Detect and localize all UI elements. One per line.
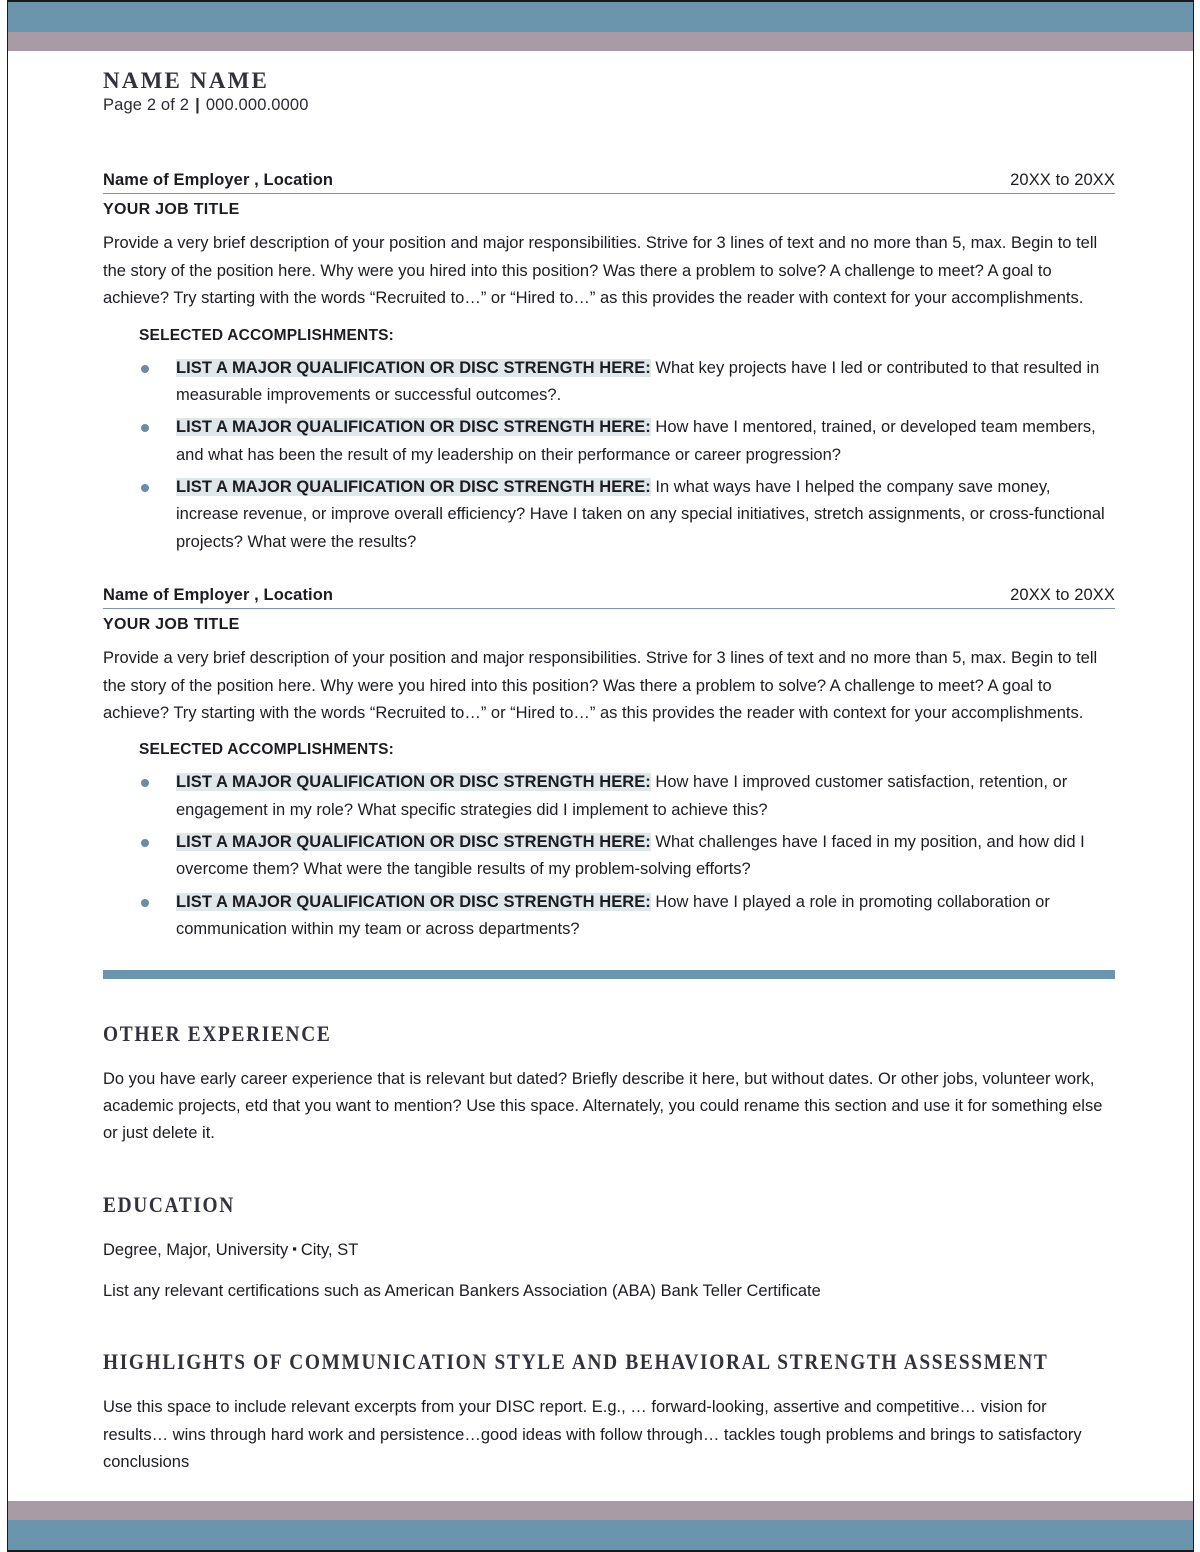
resume-page xyxy=(7,0,1194,1552)
qualification-lead: LIST A MAJOR QUALIFICATION OR DISC STRENGTH HERE: xyxy=(176,358,651,377)
list-item xyxy=(139,769,1115,824)
qualification-lead: LIST A MAJOR QUALIFICATION OR DISC STRENGTH HERE: xyxy=(176,833,651,852)
bullet-dot-icon xyxy=(141,779,149,787)
list-item xyxy=(139,829,1115,884)
list-item xyxy=(139,889,1115,944)
qualification-text: How have I improved customer satisfaction, retention, or engagement in my role? What specific strategies did I implement to achieve this? xyxy=(176,773,1068,819)
header-subline xyxy=(103,96,1115,115)
qualification-text: How have I mentored, trained, or developed team members, and what has been the result of my leadership on their performance or career progression? xyxy=(176,418,1096,464)
highlights-section xyxy=(103,1349,1115,1476)
bullet-dot-icon xyxy=(141,365,149,373)
list-item xyxy=(139,474,1115,556)
qualification-lead: LIST A MAJOR QUALIFICATION OR DISC STRENGTH HERE: xyxy=(176,773,651,792)
education-degree-line xyxy=(103,1237,1115,1264)
bullet-dot-icon xyxy=(141,424,149,432)
section-heading-other-experience: OTHER EXPERIENCE xyxy=(103,1020,332,1046)
employment-dates: 20XX to 20XX xyxy=(1010,586,1115,605)
employer-row xyxy=(103,586,1115,609)
employment-dates: 20XX to 20XX xyxy=(1010,171,1115,190)
qualification-lead: LIST A MAJOR QUALIFICATION OR DISC STRENGTH HERE: xyxy=(176,892,651,911)
page-number-label: Page 2 of 2 xyxy=(103,96,190,115)
degree-location: City, ST xyxy=(300,1240,359,1259)
education-section xyxy=(103,1192,1115,1306)
resume-header xyxy=(103,68,1115,115)
top-mauve-banner-bar xyxy=(8,32,1193,51)
qualification-text: What key projects have I led or contributed to that resulted in measurable improvements or successful outcomes?. xyxy=(176,358,1100,404)
header-separator: | xyxy=(195,96,200,115)
accomplishments-list xyxy=(139,355,1115,557)
accomplishments-list xyxy=(139,769,1115,943)
qualification-lead: LIST A MAJOR QUALIFICATION OR DISC STRENGTH HERE: xyxy=(176,418,651,437)
employer-name: Name of Employer , Location xyxy=(103,586,334,605)
qualification-text: In what ways have I helped the company save money, increase revenue, or improve overall efficiency? Have I taken on any special initiatives, stretch assignments, or cross-functional projects? What were the results? xyxy=(176,478,1105,551)
list-item xyxy=(139,355,1115,410)
job-entry xyxy=(103,586,1115,943)
bottom-mauve-banner-bar xyxy=(8,1501,1193,1520)
list-item xyxy=(139,414,1115,469)
accomplishments-label: SELECTED ACCOMPLISHMENTS: xyxy=(139,741,395,759)
bullet-dot-icon xyxy=(141,899,149,907)
job-entry xyxy=(103,171,1115,556)
job-title: YOUR JOB TITLE xyxy=(103,201,240,219)
qualification-lead: LIST A MAJOR QUALIFICATION OR DISC STRENGTH HERE: xyxy=(176,478,651,497)
square-bullet-icon: ▪ xyxy=(292,1240,297,1256)
accomplishments-label: SELECTED ACCOMPLISHMENTS: xyxy=(139,326,395,344)
bottom-blue-banner-bar xyxy=(8,1520,1193,1550)
section-divider-bar xyxy=(103,970,1115,979)
other-experience-section xyxy=(103,1021,1115,1148)
page-title: NAME NAME xyxy=(103,68,270,93)
top-blue-banner-bar xyxy=(8,2,1193,32)
other-experience-body: Do you have early career experience that is relevant but dated? Briefly describe it here, but without dates. Or other jobs, volunteer work, academic projects, etd that you want to mention? Use this space. Alternately, you could rename this section and use it for something else or just delete it. xyxy=(103,1069,1103,1143)
resume-content xyxy=(103,68,1115,1477)
qualification-text: What challenges have I faced in my position, and how did I overcome them? What were the tangible results of my problem-solving efforts? xyxy=(176,833,1085,879)
employer-row xyxy=(103,171,1115,194)
phone-number: 000.000.0000 xyxy=(205,96,309,115)
bullet-dot-icon xyxy=(141,484,149,492)
bullet-dot-icon xyxy=(141,839,149,847)
section-heading-education: EDUCATION xyxy=(103,1191,235,1217)
job-summary: Provide a very brief description of your position and major responsibilities. Strive for 3 lines of text and no more than 5, max. Begin to tell the story of the position here. Why were you hired into this position? Was there a problem to solve? A challenge to meet? A goal to achieve? Try starting with the words “Recruited to…” or “Hired to…” as this provides the reader with context for your accomplishments. xyxy=(103,234,1098,308)
job-summary: Provide a very brief description of your position and major responsibilities. Strive for 3 lines of text and no more than 5, max. Begin to tell the story of the position here. Why were you hired into this position? Was there a problem to solve? A challenge to meet? A goal to achieve? Try starting with the words “Recruited to…” or “Hired to…” as this provides the reader with context for your accomplishments. xyxy=(103,649,1098,722)
qualification-text: How have I played a role in promoting collaboration or communication within my team or across departments? xyxy=(176,892,1050,939)
section-heading-highlights: HIGHLIGHTS OF COMMUNICATION STYLE AND BEHAVIORAL STRENGTH ASSESSMENT xyxy=(103,1349,1049,1375)
education-certifications: List any relevant certifications such as American Bankers Association (ABA) Bank Teller Certificate xyxy=(103,1282,821,1301)
employer-name: Name of Employer , Location xyxy=(103,171,334,190)
degree-text: Degree, Major, University xyxy=(103,1240,289,1259)
job-title: YOUR JOB TITLE xyxy=(103,616,240,634)
highlights-body: Use this space to include relevant excerpts from your DISC report. E.g., … forward-looking, assertive and competitive… vision for results… wins through hard work and persistence…good ideas with follow through… tackles tough problems and brings to satisfactory conclusions xyxy=(103,1398,1082,1472)
